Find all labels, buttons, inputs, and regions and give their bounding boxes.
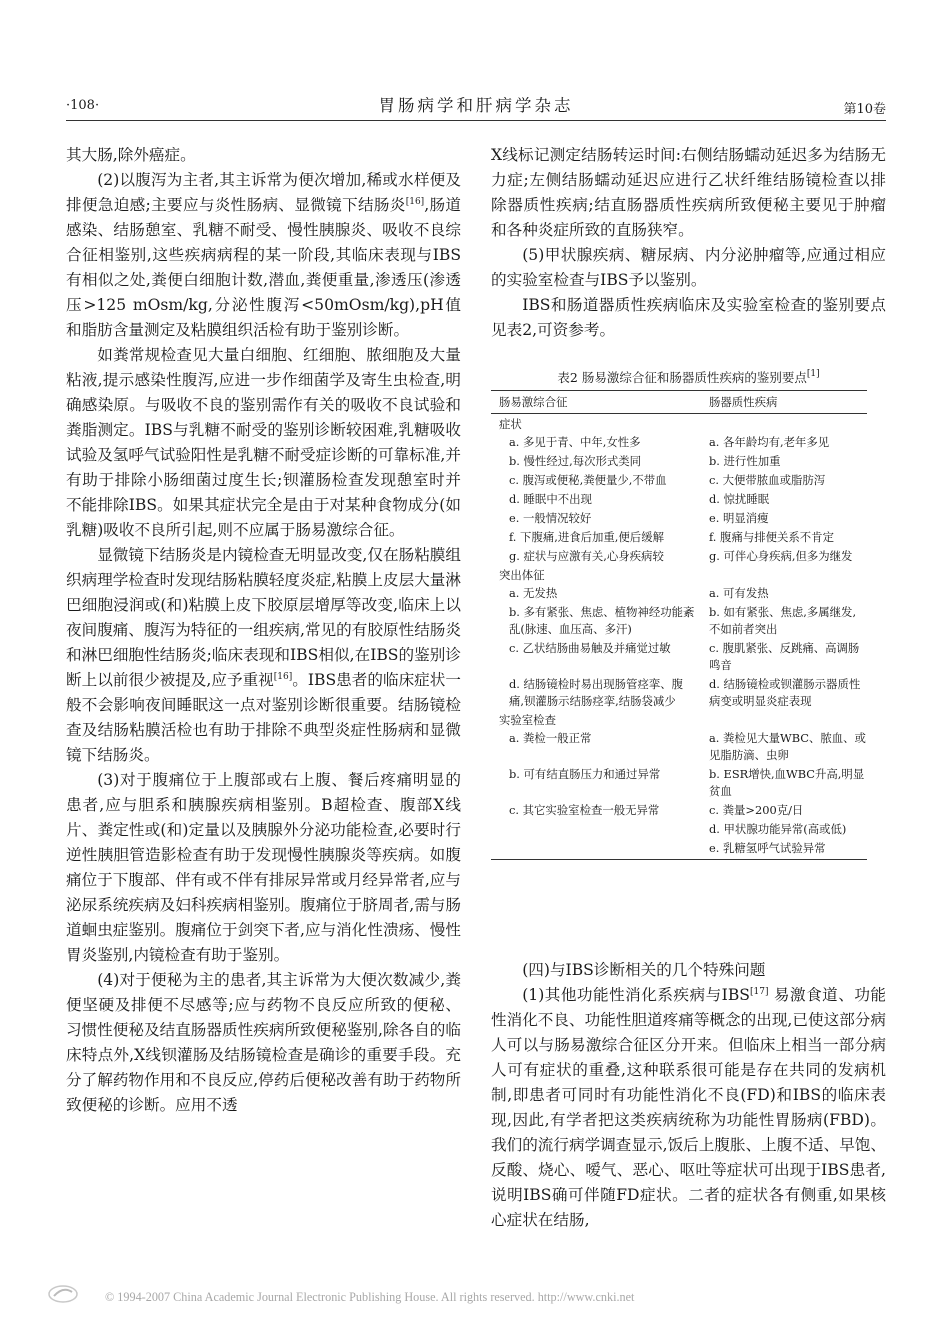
table-row bbox=[491, 453, 867, 470]
table-caption bbox=[491, 368, 886, 386]
right-column-top bbox=[491, 143, 886, 343]
table-cell-organic: e. 乳糖氢呼气试验异常 bbox=[709, 841, 826, 855]
table-cell-ibs: c. 其它实验室检查一般无异常 bbox=[509, 803, 660, 817]
running-header bbox=[66, 92, 886, 118]
left-column bbox=[66, 143, 461, 1118]
table-cell-organic: d. 甲状腺功能异常(高或低) bbox=[709, 822, 847, 836]
table-row bbox=[491, 472, 867, 489]
table-header-row bbox=[491, 390, 867, 414]
table-body bbox=[491, 416, 867, 857]
table-row bbox=[491, 434, 867, 451]
table-caption-ref: [1] bbox=[806, 369, 820, 379]
table-cell-organic: b. ESR增快,血WBC升高,明显贫血 bbox=[709, 767, 865, 798]
table-row bbox=[491, 548, 867, 565]
table-cell-organic: b. 进行性加重 bbox=[709, 454, 781, 468]
table-bottom-rule bbox=[491, 859, 867, 860]
left-paragraph: 其大肠,除外癌症。 bbox=[66, 146, 196, 164]
table-cell-ibs: b. 多有紧张、焦虑、植物神经功能紊乱(脉速、血压高、多汗) bbox=[509, 605, 695, 636]
left-paragraph: (3)对于腹痛位于上腹部或右上腹、餐后疼痛明显的患者,应与胆系和胰腺疾病相鉴别。B超检查、腹部X线片、粪定性或(和)定量以及胰腺外分泌功能检查,必要时行逆性胰胆管造影检查有助于发现慢性胰腺炎等疾病。如腹痛位于下腹部、伴有或不伴有排尿异常或月经异常者,应与泌尿系统疾病及妇科疾病相鉴别。腹痛位于脐周者,需与肠道蛔虫症鉴别。腹痛位于剑突下者,应与消化性溃疡、慢性胃炎鉴别,内镜检查有助于鉴别。 bbox=[66, 771, 461, 964]
table-cell-ibs: a. 无发热 bbox=[509, 586, 558, 600]
table-cell-ibs: d. 结肠镜检时易出现肠管痉挛、腹痛,钡灌肠示结肠痉挛,结肠袋减少 bbox=[509, 677, 684, 708]
left-paragraph bbox=[66, 168, 461, 343]
table-cell-organic: c. 粪量>200克/日 bbox=[709, 803, 804, 817]
right-top-paragraph: IBS和肠道器质性疾病临床及实验室检查的鉴别要点见表2,可资参考。 bbox=[491, 296, 886, 339]
table-cell-ibs: a. 多见于青、中年,女性多 bbox=[509, 435, 641, 449]
table-row bbox=[491, 766, 867, 800]
left-paragraph: (4)对于便秘为主的患者,其主诉常为大便次数减少,粪便坚硬及排便不尽感等;应与药物不良反应所致的便秘、习惯性便秘及结直肠器质性疾病所致便秘鉴别,除各自的临床特点外,X线钡灌肠及结肠镜检查是确诊的重要手段。充分了解药物作用和不良反应,停药后便秘改善有助于药物所致便秘的诊断。应用不透 bbox=[66, 971, 461, 1114]
table-cell-ibs: e. 一般情况较好 bbox=[509, 511, 592, 525]
comparison-table bbox=[491, 390, 867, 860]
table-row bbox=[491, 640, 867, 674]
table-cell-ibs: b. 可有结直肠压力和通过异常 bbox=[509, 767, 661, 781]
right-bottom-paragraph bbox=[491, 983, 886, 1233]
header-rule bbox=[66, 120, 886, 121]
table-caption-text: 表2 肠易激综合征和肠器质性疾病的鉴别要点 bbox=[557, 370, 807, 385]
right-top-paragraph: X线标记测定结肠转运时间:右侧结肠蠕动延迟多为结肠无力症;左侧结肠蠕动延迟应进行乙状纤维结肠镜检查以排除器质性疾病;结直肠器质性疾病所致便秘主要见于肿瘤和各种炎症所致的直肠狭窄。 bbox=[491, 146, 886, 239]
right-top-paragraph: (5)甲状腺疾病、糖尿病、内分泌肿瘤等,应通过相应的实验室检查与IBS予以鉴别。 bbox=[491, 246, 886, 289]
table-row bbox=[491, 585, 867, 602]
table-cell-organic: e. 明显消瘦 bbox=[709, 511, 769, 525]
table-cell-organic: b. 如有紧张、焦虑,多属继发,不如前者突出 bbox=[709, 605, 857, 636]
table-cell-organic: a. 粪检见大量WBC、脓血、或见脂肪滴、虫卵 bbox=[709, 731, 866, 762]
table-row bbox=[491, 821, 867, 838]
paragraph-text: 显微镜下结肠炎是内镜检查无明显改变,仅在肠粘膜组织病理学检查时发现结肠粘膜轻度炎症,粘膜上皮层大量淋巴细胞浸润或(和)粘膜上皮下胶原层增厚等改变,临床上以夜间腹痛、腹泻为特征的一组疾病,常见的有胶原性结肠炎和淋巴细胞性结肠炎;临床表现和IBS相似,在IBS的鉴别诊断上以前很少被提及,应予重视 bbox=[66, 546, 461, 689]
table-row bbox=[491, 510, 867, 527]
table-row bbox=[491, 802, 867, 819]
citation-ref: [17] bbox=[749, 987, 769, 997]
journal-title: 胃肠病学和肝病学杂志 bbox=[378, 96, 574, 115]
table-cell-organic: a. 可有发热 bbox=[709, 586, 769, 600]
table-row bbox=[491, 604, 867, 638]
table-cell-ibs: a. 粪检一般正常 bbox=[509, 731, 592, 745]
table-section-title: 实验室检查 bbox=[499, 713, 556, 727]
citation-ref: [16] bbox=[405, 197, 425, 207]
paragraph-text: 易激食道、功能性消化不良、功能性胆道疼痛等概念的出现,已使这部分病人可以与肠易激综合征区分开来。但临床上相当一部分病人可有症状的重叠,这种联系很可能是存在共同的发病机制,即患者可同时有功能性消化不良(FD)和IBS的临床表现,因此,有学者把这类疾病统称为功能性胃肠病(FBD)。我们的流行病学调查显示,饭后上腹胀、上腹不适、早饱、反酸、烧心、嗳气、恶心、呕吐等症状可出现于IBS患者,说明IBS确可伴随FD症状。二者的症状各有侧重,如果核心症状在结肠, bbox=[491, 986, 887, 1229]
table-row bbox=[491, 730, 867, 764]
left-paragraph: 如粪常规检查见大量白细胞、红细胞、脓细胞及大量粘液,提示感染性腹泻,应进一步作细菌学及寄生虫检查,明确感染原。与吸收不良的鉴别需作有关的吸收不良试验和粪脂测定。IBS与乳糖不耐受的鉴别诊断较困难,乳糖吸收试验及氢呼气试验阳性是乳糖不耐受症诊断的可靠标准,并有助于排除小肠细菌过度生长;钡灌肠检查发现憩室时并不能排除IBS。如果其症状完全是由于对某种食物成分(如乳糖)吸收不良所引起,则不应属于肠易激综合征。 bbox=[66, 346, 461, 539]
table-cell-ibs bbox=[491, 821, 701, 838]
citation-ref: [16] bbox=[273, 672, 293, 682]
right-bottom-paragraph: (四)与IBS诊断相关的几个特殊问题 bbox=[522, 961, 766, 979]
table-cell-organic: d. 结肠镜检或钡灌肠示器质性病变或明显炎症表现 bbox=[709, 677, 861, 708]
table-section-title: 突出体征 bbox=[499, 568, 545, 582]
table-cell-ibs: b. 慢性经过,每次形式类同 bbox=[509, 454, 642, 468]
page-number: ·108· bbox=[66, 98, 100, 113]
table-row bbox=[491, 676, 867, 710]
table-cell-organic: a. 各年龄均有,老年多见 bbox=[709, 435, 830, 449]
table-cell-ibs: c. 腹泻或便秘,粪便量少,不带血 bbox=[509, 473, 667, 487]
table-cell-organic: c. 腹肌紧张、反跳痛、高调肠鸣音 bbox=[709, 641, 860, 672]
paragraph-text: 。IBS患者的临床症状一般不会影响夜间睡眠这一点对鉴别诊断很重要。结肠镜检查及结肠粘膜活检也有助于排除不典型炎症性肠病和显微镜下结肠炎。 bbox=[66, 671, 461, 764]
volume-label: 第10卷 bbox=[843, 102, 886, 117]
table-cell-ibs: g. 症状与应激有关,心身疾病较 bbox=[509, 549, 664, 563]
table-cell-organic: g. 可伴心身疾病,但多为继发 bbox=[709, 549, 853, 563]
table-section-title: 症状 bbox=[499, 417, 522, 431]
table-header-ibs: 肠易激综合征 bbox=[499, 395, 568, 409]
table-row bbox=[491, 529, 867, 546]
table-cell-ibs: c. 乙状结肠曲易触及并痛觉过敏 bbox=[509, 641, 671, 655]
table-cell-organic: f. 腹痛与排便关系不肯定 bbox=[709, 530, 834, 544]
right-column-bottom bbox=[491, 958, 886, 1233]
table-cell-organic: d. 惊扰睡眠 bbox=[709, 492, 770, 506]
table-row bbox=[491, 491, 867, 508]
table-cell-ibs bbox=[491, 840, 701, 857]
paragraph-text: ,肠道感染、结肠憩室、乳糖不耐受、慢性胰腺炎、吸收不良综合征相鉴别,这些疾病病程的某一阶段,其临床表现与IBS有相似之处,粪便白细胞计数,潜血,粪便重量,渗透压(渗透压>125 mOsm/kg,分泌性腹泻<50mOsm/kg),pH值和脂肪含量测定及粘膜组织活检有助于鉴别诊断。 bbox=[66, 196, 461, 339]
paragraph-text: (1)其他功能性消化系疾病与IBS bbox=[522, 986, 750, 1004]
table-cell-organic: c. 大便带脓血或脂肪泻 bbox=[709, 473, 826, 487]
table-row bbox=[491, 840, 867, 857]
table-cell-ibs: d. 睡眠中不出现 bbox=[509, 492, 592, 506]
left-paragraph bbox=[66, 543, 461, 768]
copyright-footer: © 1994-2007 China Academic Journal Electronic Publishing House. All rights reserved. http://www.cnki.net bbox=[105, 1290, 635, 1304]
table-cell-ibs: f. 下腹痛,进食后加重,便后缓解 bbox=[509, 530, 664, 544]
table-header-organic: 肠器质性疾病 bbox=[709, 395, 778, 409]
cnki-logo bbox=[44, 1282, 82, 1306]
paragraph-text: (2)以腹泻为主者,其主诉常为便次增加,稀或水样便及排便急迫感;主要应与炎性肠病、显微镜下结肠炎 bbox=[66, 171, 461, 214]
